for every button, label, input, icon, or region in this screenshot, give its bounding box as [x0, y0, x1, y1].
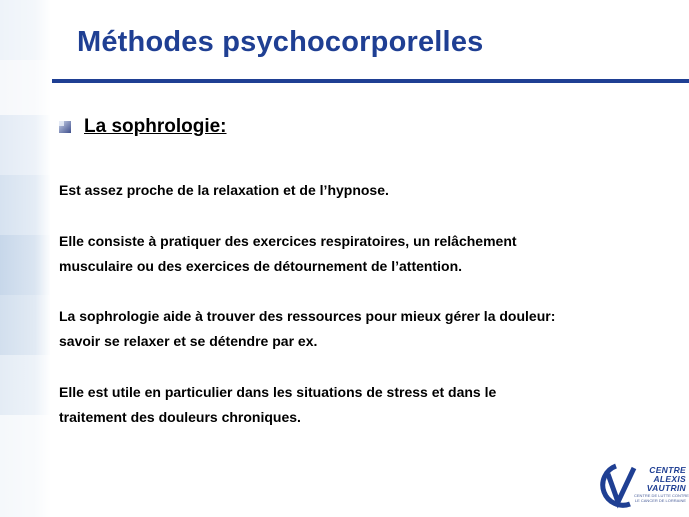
decorative-side-strip	[0, 0, 50, 517]
paragraph-line: La sophrologie aide à trouver des ressources pour mieux gérer la douleur:	[59, 308, 556, 324]
logo-small-line: LE CANCER DE LORRAINE	[634, 498, 686, 503]
logo-small-line: CENTRE DE LUTTE CONTRE	[634, 493, 689, 498]
logo-line: ALEXIS	[653, 474, 686, 484]
logo-line: VAUTRIN	[646, 483, 686, 493]
paragraph-line: savoir se relaxer et se détendre par ex.	[59, 333, 318, 349]
paragraph-line: Est assez proche de la relaxation et de l’hypnose.	[59, 182, 389, 198]
cav-logo-icon	[594, 462, 638, 512]
paragraph	[59, 178, 684, 203]
paragraph	[59, 380, 684, 430]
paragraph-line: Elle consiste à pratiquer des exercices respiratoires, un relâchement	[59, 233, 517, 249]
logo-line: CENTRE	[649, 465, 686, 475]
slide-title: Méthodes psychocorporelles	[77, 26, 484, 58]
paragraph-line: musculaire ou des exercices de détournement de l’attention.	[59, 258, 463, 274]
title-underline-rule	[52, 79, 689, 83]
paragraph	[59, 304, 684, 354]
paragraph	[59, 229, 684, 279]
logo-text	[634, 465, 689, 503]
paragraph-line: Elle est utile en particulier dans les situations de stress et dans le	[59, 384, 497, 400]
centre-alexis-vautrin-logo	[594, 462, 688, 512]
square-bullet-icon	[58, 120, 72, 134]
section-subtitle: La sophrologie:	[84, 116, 227, 137]
paragraph-line: traitement des douleurs chroniques.	[59, 409, 301, 425]
